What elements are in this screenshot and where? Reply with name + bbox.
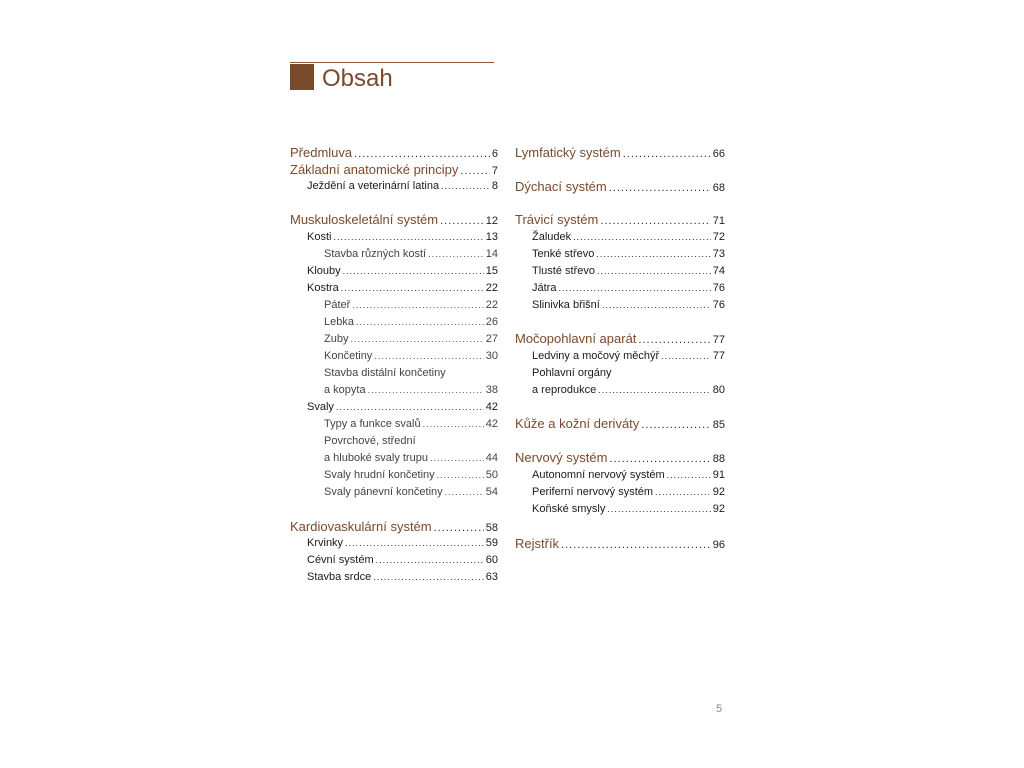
toc-page: 71 [712,215,725,227]
toc-entry-zakladni[interactable] [290,162,498,177]
toc-page: 38 [485,384,498,396]
toc-leader [336,402,484,412]
toc-label: Tlusté střevo [532,265,595,277]
toc-entry-tluste-strevo[interactable] [532,265,725,277]
toc-leader [376,555,484,565]
toc-entry-svaly[interactable] [307,401,498,413]
toc-leader [445,487,484,497]
toc-entry-mocopohlavni[interactable] [515,331,725,346]
toc-entry-slinivka[interactable] [532,299,725,311]
toc-leader [667,470,711,480]
toc-label: Periferní nervový systém [532,486,654,498]
page-title: Obsah [322,65,393,92]
toc-entry-dychaci[interactable] [515,179,725,194]
toc-label: Ježdění a veterinární latina [307,180,440,192]
toc-entry-stavba-distalni-line2[interactable] [324,384,498,396]
toc-leader [596,249,710,259]
toc-page: 76 [712,299,725,311]
toc-page: 14 [485,248,498,260]
toc-leader [373,572,484,582]
toc-leader [641,419,710,431]
toc-entry-zuby[interactable] [324,333,498,345]
toc-label: Zuby [324,333,349,345]
toc-leader [434,522,484,534]
toc-page: 92 [712,503,725,515]
toc-label: Kostra [307,282,339,294]
toc-entry-stavba-kosti[interactable] [324,248,498,260]
toc-page: 88 [712,453,725,465]
toc-entry-stavba-distalni-line1[interactable]: Stavba distální končetiny [324,367,446,379]
toc-page: 42 [485,401,498,413]
toc-page: 22 [485,299,498,311]
toc-entry-predmluva[interactable] [290,145,498,160]
toc-label: a kopyta [324,384,366,396]
toc-entry-typy-svalu[interactable] [324,418,498,430]
toc-leader [430,453,484,463]
toc-page: 96 [712,539,725,551]
toc-entry-pohlavni-line2[interactable] [532,384,725,396]
toc-page: 15 [485,265,498,277]
toc-label: Rejstřík [515,536,560,551]
toc-label: Kůže a kožní deriváty [515,416,640,431]
toc-page: 59 [485,537,498,549]
toc-leader [598,385,711,395]
toc-label: Nervový systém [515,450,608,465]
toc-leader [600,215,710,227]
toc-entry-zaludek[interactable] [532,231,725,243]
toc-page: 60 [485,554,498,566]
toc-label: Svaly pánevní končetiny [324,486,443,498]
toc-label: Autonomní nervový systém [532,469,665,481]
toc-leader [623,148,711,160]
toc-entry-pater[interactable] [324,299,498,311]
toc-leader [356,317,484,327]
toc-entry-svaly-hrudni[interactable] [324,469,498,481]
toc-label: Základní anatomické principy [290,162,459,177]
toc-label: Muskuloskeletální systém [290,212,439,227]
toc-leader [354,148,490,160]
toc-page: 77 [712,350,725,362]
toc-label: Tenké střevo [532,248,595,260]
toc-entry-rejstrik[interactable] [515,536,725,551]
toc-leader [638,334,710,346]
toc-entry-tenke-strevo[interactable] [532,248,725,260]
toc-page: 26 [485,316,498,328]
toc-leader [345,538,484,548]
toc-page: 80 [712,384,725,396]
toc-page: 42 [485,418,498,430]
toc-label: Kardiovaskulární systém [290,519,432,534]
toc-page: 8 [491,180,498,192]
toc-label: a hluboké svaly trupu [324,452,428,464]
toc-leader [607,504,710,514]
toc-label: Ledviny a močový měchýř [532,350,660,362]
toc-leader [374,351,483,361]
toc-page: 27 [485,333,498,345]
toc-entry-kardiovaskularni[interactable] [290,519,498,534]
toc-page: 68 [712,182,725,194]
toc-label: Typy a funkce svalů [324,418,421,430]
toc-page: 54 [485,486,498,498]
toc-entry-kuze[interactable] [515,416,725,431]
toc-label: Lymfatický systém [515,145,621,160]
toc-leader [573,232,711,242]
toc-entry-kostra[interactable] [307,282,498,294]
toc-page: 63 [485,571,498,583]
page-number: 5 [716,703,723,715]
toc-entry-jezdeni[interactable] [307,180,498,192]
toc-entry-periferni[interactable] [532,486,725,498]
toc-entry-povrchove-line1[interactable]: Povrchové, střední [324,435,416,447]
toc-label: Cévní systém [307,554,374,566]
toc-page: 76 [712,282,725,294]
toc-label: Slinivka břišní [532,299,600,311]
toc-entry-lebka[interactable] [324,316,498,328]
toc-leader [661,351,711,361]
toc-entry-travici[interactable] [515,212,725,227]
toc-label: Stavba různých kostí [324,248,427,260]
toc-entry-kosti[interactable] [307,231,498,243]
toc-label: Končetiny [324,350,373,362]
toc-leader [441,181,490,191]
toc-leader [609,182,711,194]
heading-rule [290,62,494,63]
toc-entry-nervovy[interactable] [515,450,725,465]
toc-page: 73 [712,248,725,260]
toc-leader [350,334,483,344]
toc-label: Dýchací systém [515,179,607,194]
toc-label: a reprodukce [532,384,597,396]
toc-page: 91 [712,469,725,481]
toc-leader [561,539,711,551]
toc-label: Páteř [324,299,351,311]
toc-leader [460,165,490,177]
toc-entry-cevni[interactable] [307,554,498,566]
toc-entry-krvinky[interactable] [307,537,498,549]
toc-entry-svaly-panevni[interactable] [324,486,498,498]
toc-entry-koncetiny[interactable] [324,350,498,362]
toc-entry-ledviny[interactable] [532,350,725,362]
toc-entry-jatra[interactable] [532,282,725,294]
toc-leader [440,215,484,227]
toc-entry-muskuloskeletalni[interactable] [290,212,498,227]
toc-leader [655,487,711,497]
toc-label: Lebka [324,316,354,328]
toc-leader [423,419,484,429]
toc-leader [333,232,483,242]
toc-leader [343,266,484,276]
toc-page: 30 [485,350,498,362]
toc-entry-povrchove-line2[interactable] [324,452,498,464]
toc-page: 92 [712,486,725,498]
toc-page: 13 [485,231,498,243]
toc-label: Žaludek [532,231,572,243]
toc-leader [341,283,484,293]
toc-page: 66 [712,148,725,160]
toc-entry-konske-smysly[interactable] [532,503,725,515]
toc-leader [437,470,484,480]
toc-label: Klouby [307,265,341,277]
toc-label: Krvinky [307,537,344,549]
toc-entry-pohlavni-line1[interactable]: Pohlavní orgány [532,367,612,379]
toc-leader [558,283,710,293]
toc-page: 85 [712,419,725,431]
toc-label: Stavba srdce [307,571,372,583]
toc-leader [597,266,711,276]
toc-page: 58 [485,522,498,534]
toc-label: Játra [532,282,557,294]
toc-page: 44 [485,452,498,464]
toc-page: 77 [712,334,725,346]
toc-leader [428,249,484,259]
toc-entry-klouby[interactable] [307,265,498,277]
toc-leader [368,385,484,395]
toc-label: Svaly hrudní končetiny [324,469,435,481]
toc-entry-autonomni[interactable] [532,469,725,481]
toc-label: Močopohlavní aparát [515,331,637,346]
toc-page: 74 [712,265,725,277]
toc-leader [352,300,483,310]
toc-label: Předmluva [290,145,353,160]
heading-square-mark [290,64,314,90]
toc-page: 7 [491,165,498,177]
toc-leader [609,453,710,465]
toc-page: 72 [712,231,725,243]
toc-page: 22 [485,282,498,294]
toc-page: 6 [491,148,498,160]
toc-entry-stavba-srdce[interactable] [307,571,498,583]
toc-entry-lymfaticky[interactable] [515,145,725,160]
toc-label: Svaly [307,401,334,413]
toc-label: Koňské smysly [532,503,606,515]
toc-label: Trávicí systém [515,212,599,227]
toc-page: 50 [485,469,498,481]
toc-leader [602,300,711,310]
toc-label: Kosti [307,231,332,243]
toc-page: 12 [485,215,498,227]
